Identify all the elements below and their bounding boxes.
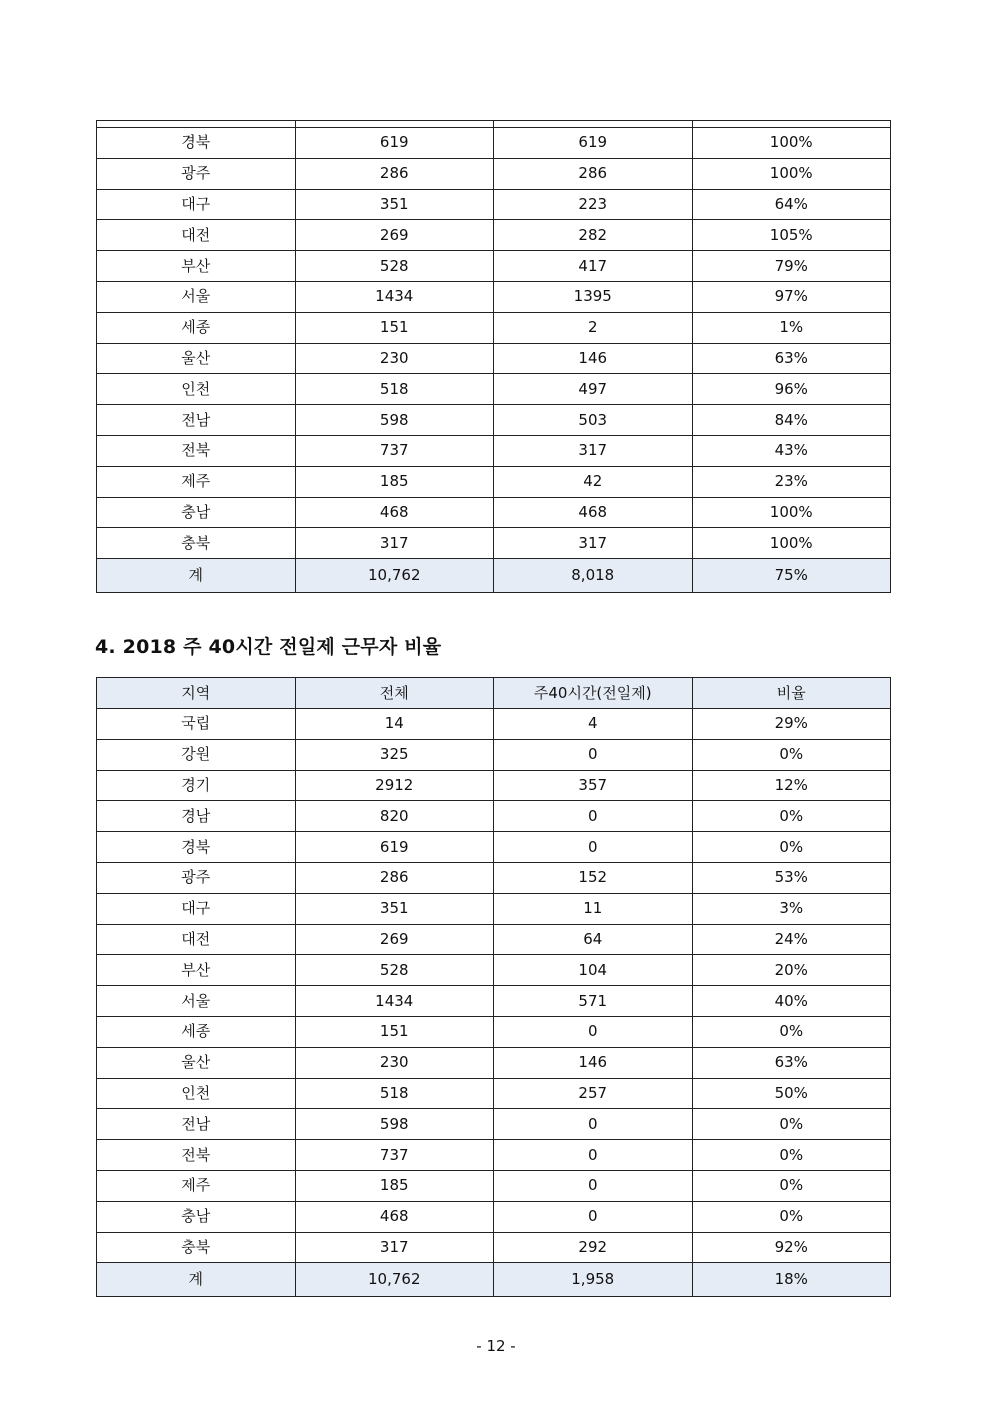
ratio-cell: 0% (692, 1201, 891, 1232)
region-cell: 국립 (97, 709, 296, 740)
value-cell: 317 (494, 435, 693, 466)
table-row (97, 312, 891, 343)
total-cell: 1434 (295, 986, 494, 1017)
value-cell: 2 (494, 312, 693, 343)
total-cell: 598 (295, 1109, 494, 1140)
total-cell: 468 (295, 1201, 494, 1232)
ratio-cell: 3% (692, 893, 891, 924)
header-ratio: 비율 (692, 678, 891, 709)
total-cell: 619 (295, 832, 494, 863)
total-cell: 317 (295, 1232, 494, 1263)
ratio-cell: 64% (692, 189, 891, 220)
total-cell: 518 (295, 374, 494, 405)
table-row (97, 466, 891, 497)
table-row (97, 405, 891, 436)
table-row (97, 955, 891, 986)
value-cell: 619 (494, 128, 693, 159)
value-cell: 223 (494, 189, 693, 220)
table-row (97, 281, 891, 312)
region-cell: 세종 (97, 312, 296, 343)
total-cell: 317 (295, 528, 494, 559)
total-cell: 619 (295, 128, 494, 159)
ratio-cell: 105% (692, 220, 891, 251)
value-cell: 146 (494, 343, 693, 374)
region-cell: 인천 (97, 374, 296, 405)
total-cell: 14 (295, 709, 494, 740)
region-cell: 광주 (97, 862, 296, 893)
table-row (97, 251, 891, 282)
table-row (97, 924, 891, 955)
value-cell: 1395 (494, 281, 693, 312)
ratio-cell: 0% (692, 739, 891, 770)
table-row (97, 770, 891, 801)
value-cell: 152 (494, 862, 693, 893)
total-cell: 528 (295, 955, 494, 986)
regional-table-continued-body (97, 121, 891, 593)
table-row (97, 528, 891, 559)
ratio-cell: 40% (692, 986, 891, 1017)
ratio-cell: 50% (692, 1078, 891, 1109)
region-cell: 제주 (97, 466, 296, 497)
table-row (97, 986, 891, 1017)
region-cell: 경기 (97, 770, 296, 801)
region-cell: 충남 (97, 497, 296, 528)
total-region-cell: 계 (97, 559, 296, 593)
value-cell: 357 (494, 770, 693, 801)
value-cell: 282 (494, 220, 693, 251)
total-row (97, 559, 891, 593)
value-cell: 0 (494, 1140, 693, 1171)
region-cell: 대구 (97, 189, 296, 220)
total-cell: 820 (295, 801, 494, 832)
value-cell: 146 (494, 1047, 693, 1078)
total-row (97, 1263, 891, 1297)
table-row (97, 343, 891, 374)
section-title: 4. 2018 주 40시간 전일제 근무자 비율 (95, 636, 442, 658)
region-cell: 대전 (97, 220, 296, 251)
ratio-cell: 100% (692, 497, 891, 528)
total-ratio-cell: 18% (692, 1263, 891, 1297)
value-cell: 42 (494, 466, 693, 497)
region-cell: 강원 (97, 739, 296, 770)
total-cell: 269 (295, 220, 494, 251)
table-row (97, 1170, 891, 1201)
table-row (97, 862, 891, 893)
table-row (97, 158, 891, 189)
region-cell: 부산 (97, 955, 296, 986)
total-region-cell: 계 (97, 1263, 296, 1297)
table-row (97, 832, 891, 863)
region-cell: 광주 (97, 158, 296, 189)
table-row (97, 497, 891, 528)
ratio-cell: 92% (692, 1232, 891, 1263)
page-number: - 12 - (476, 1337, 516, 1355)
table-row (97, 739, 891, 770)
value-cell: 257 (494, 1078, 693, 1109)
region-cell: 울산 (97, 1047, 296, 1078)
value-cell: 503 (494, 405, 693, 436)
header-total: 전체 (295, 678, 494, 709)
regional-table-continued (96, 120, 891, 593)
total-ratio-cell: 75% (692, 559, 891, 593)
ratio-cell: 100% (692, 528, 891, 559)
value-cell: 0 (494, 1201, 693, 1232)
value-cell: 0 (494, 801, 693, 832)
value-cell: 286 (494, 158, 693, 189)
value-cell: 11 (494, 893, 693, 924)
header-fulltime-40h: 주40시간(전일제) (494, 678, 693, 709)
total-cell: 230 (295, 1047, 494, 1078)
ratio-cell: 12% (692, 770, 891, 801)
ratio-cell: 0% (692, 1016, 891, 1047)
table-row (97, 1140, 891, 1171)
total-cell: 737 (295, 1140, 494, 1171)
ratio-cell: 100% (692, 128, 891, 159)
region-cell: 세종 (97, 1016, 296, 1047)
table-row (97, 189, 891, 220)
value-cell: 64 (494, 924, 693, 955)
table-row (97, 893, 891, 924)
value-cell: 0 (494, 1016, 693, 1047)
value-cell: 0 (494, 1170, 693, 1201)
total-cell: 325 (295, 739, 494, 770)
ratio-cell: 53% (692, 862, 891, 893)
ratio-cell: 24% (692, 924, 891, 955)
ratio-cell: 96% (692, 374, 891, 405)
value-cell: 317 (494, 528, 693, 559)
ratio-cell: 0% (692, 1170, 891, 1201)
region-cell: 경남 (97, 801, 296, 832)
total-total-cell: 10,762 (295, 1263, 494, 1297)
ratio-cell: 20% (692, 955, 891, 986)
total-cell: 151 (295, 312, 494, 343)
region-cell: 경북 (97, 832, 296, 863)
region-cell: 대구 (97, 893, 296, 924)
value-cell: 571 (494, 986, 693, 1017)
region-cell: 인천 (97, 1078, 296, 1109)
value-cell: 417 (494, 251, 693, 282)
total-cell: 269 (295, 924, 494, 955)
table-top-edge-row (97, 121, 891, 128)
total-cell: 185 (295, 1170, 494, 1201)
value-cell: 468 (494, 497, 693, 528)
total-cell: 528 (295, 251, 494, 282)
region-cell: 울산 (97, 343, 296, 374)
ratio-cell: 1% (692, 312, 891, 343)
region-cell: 전북 (97, 435, 296, 466)
ratio-cell: 0% (692, 801, 891, 832)
total-cell: 286 (295, 862, 494, 893)
ratio-cell: 0% (692, 832, 891, 863)
value-cell: 292 (494, 1232, 693, 1263)
region-cell: 충북 (97, 528, 296, 559)
region-cell: 부산 (97, 251, 296, 282)
region-cell: 전북 (97, 1140, 296, 1171)
ratio-cell: 0% (692, 1109, 891, 1140)
ratio-cell: 79% (692, 251, 891, 282)
total-cell: 518 (295, 1078, 494, 1109)
value-cell: 0 (494, 832, 693, 863)
ratio-cell: 29% (692, 709, 891, 740)
table-row (97, 128, 891, 159)
table-row (97, 1016, 891, 1047)
total-cell: 598 (295, 405, 494, 436)
total-cell: 351 (295, 189, 494, 220)
region-cell: 전남 (97, 405, 296, 436)
region-cell: 충북 (97, 1232, 296, 1263)
ratio-cell: 63% (692, 343, 891, 374)
total-total-cell: 10,762 (295, 559, 494, 593)
total-cell: 351 (295, 893, 494, 924)
ratio-cell: 43% (692, 435, 891, 466)
table-header-row (97, 678, 891, 709)
table-row (97, 801, 891, 832)
total-cell: 286 (295, 158, 494, 189)
ratio-cell: 97% (692, 281, 891, 312)
region-cell: 제주 (97, 1170, 296, 1201)
ratio-cell: 84% (692, 405, 891, 436)
table-row (97, 220, 891, 251)
table-row (97, 1078, 891, 1109)
table-row (97, 709, 891, 740)
total-cell: 230 (295, 343, 494, 374)
region-cell: 충남 (97, 1201, 296, 1232)
total-cell: 185 (295, 466, 494, 497)
header-region: 지역 (97, 678, 296, 709)
total-cell: 2912 (295, 770, 494, 801)
value-cell: 0 (494, 739, 693, 770)
total-value-cell: 1,958 (494, 1263, 693, 1297)
fulltime-ratio-table-body (97, 678, 891, 1297)
value-cell: 0 (494, 1109, 693, 1140)
total-cell: 468 (295, 497, 494, 528)
ratio-cell: 63% (692, 1047, 891, 1078)
table-row (97, 1047, 891, 1078)
region-cell: 서울 (97, 986, 296, 1017)
total-cell: 1434 (295, 281, 494, 312)
table-row (97, 1109, 891, 1140)
ratio-cell: 100% (692, 158, 891, 189)
value-cell: 104 (494, 955, 693, 986)
region-cell: 서울 (97, 281, 296, 312)
table-row (97, 1201, 891, 1232)
value-cell: 4 (494, 709, 693, 740)
fulltime-ratio-table (96, 677, 891, 1297)
table-row (97, 374, 891, 405)
region-cell: 대전 (97, 924, 296, 955)
region-cell: 전남 (97, 1109, 296, 1140)
ratio-cell: 0% (692, 1140, 891, 1171)
region-cell: 경북 (97, 128, 296, 159)
total-value-cell: 8,018 (494, 559, 693, 593)
ratio-cell: 23% (692, 466, 891, 497)
table-row (97, 1232, 891, 1263)
total-cell: 151 (295, 1016, 494, 1047)
total-cell: 737 (295, 435, 494, 466)
table-row (97, 435, 891, 466)
value-cell: 497 (494, 374, 693, 405)
